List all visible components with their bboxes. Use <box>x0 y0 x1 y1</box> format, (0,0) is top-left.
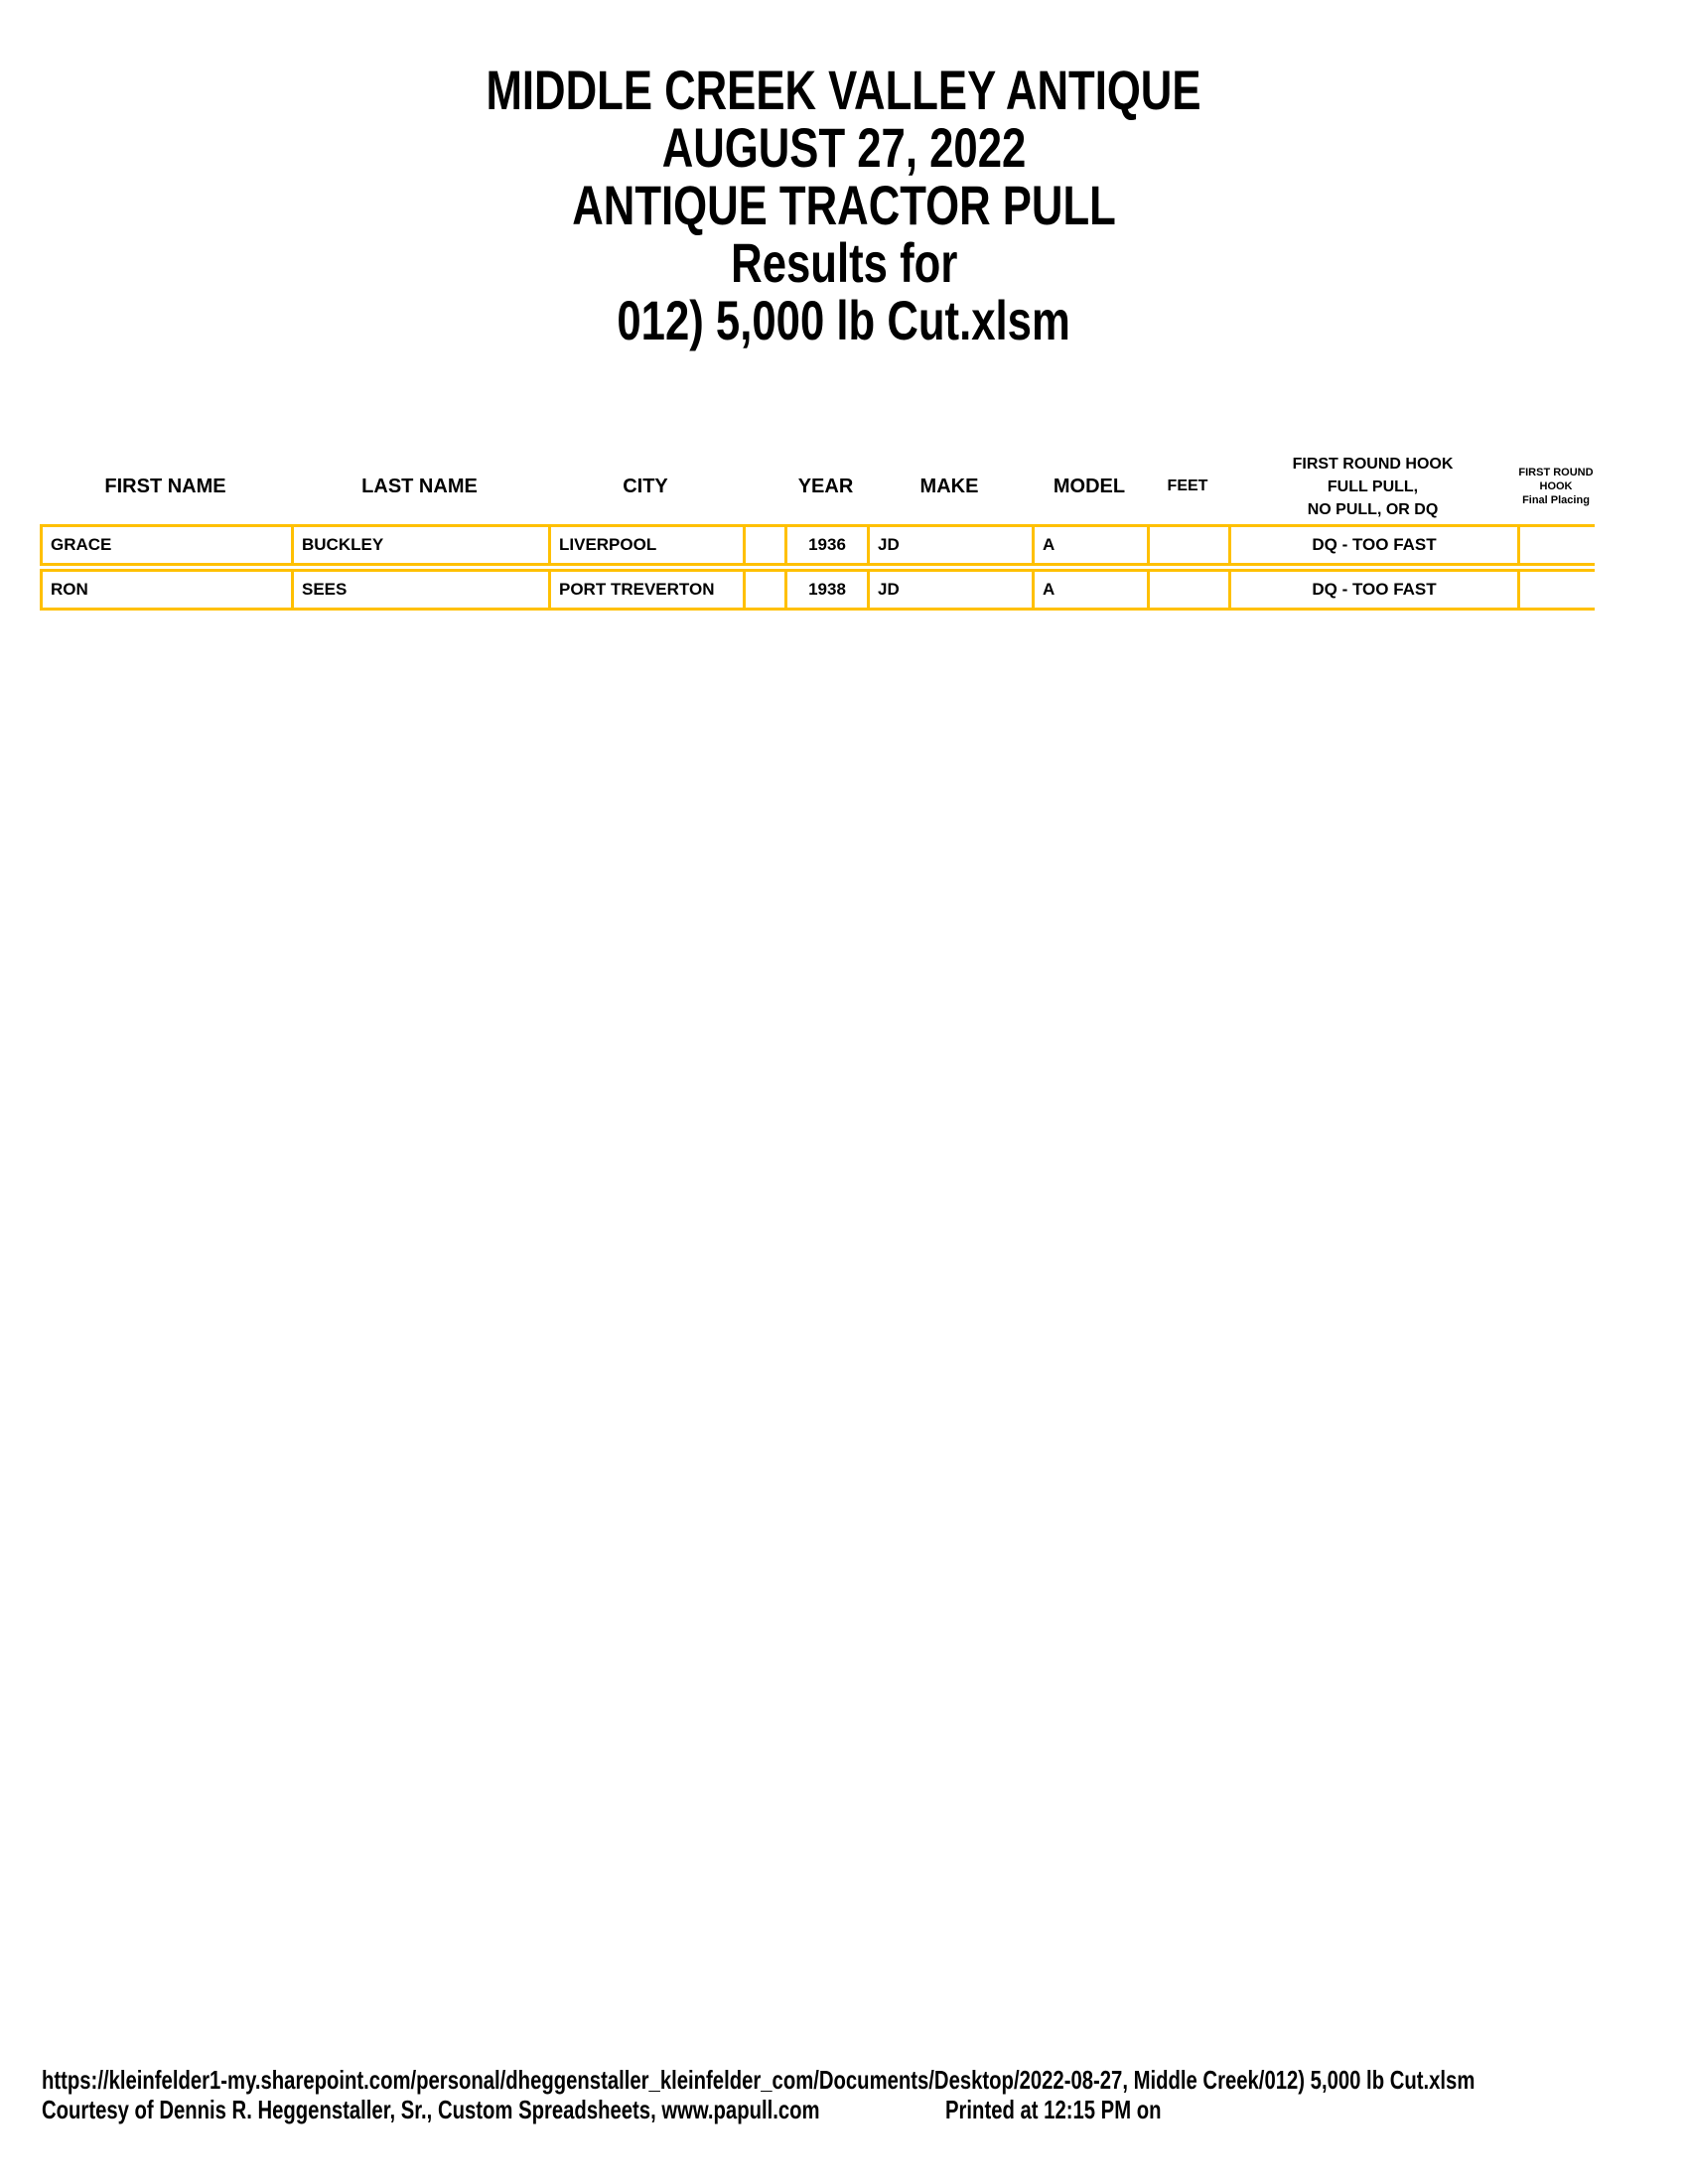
table-row <box>40 569 1595 611</box>
cell-last-name: BUCKLEY <box>294 527 551 563</box>
footer-courtesy-text: Courtesy of Dennis R. Heggenstaller, Sr., Custom Spreadsheets, www.papull.com <box>42 2095 820 2124</box>
results-label-text: Results for <box>730 231 958 294</box>
cell-feet <box>1150 572 1231 608</box>
cell-last-name: SEES <box>294 572 551 608</box>
cell-make: JD <box>870 572 1035 608</box>
footer-printed-timestamp <box>945 2095 1222 2124</box>
cell-make: JD <box>870 527 1035 563</box>
cell-city: LIVERPOOL <box>551 527 746 563</box>
footer-file-url-text: https://kleinfelder1-my.sharepoint.com/personal/dheggenstaller_kleinfelder_com/Documents/Desktop/2022-08-27, Middle Creek/012) 5,000 lb Cut.xlsm <box>42 2065 1476 2095</box>
cell-year: 1936 <box>787 527 870 563</box>
results-filename <box>0 289 1688 351</box>
table-row <box>40 524 1595 566</box>
header-final-line1: FIRST ROUND <box>1518 467 1594 478</box>
results-label <box>0 231 1688 294</box>
cell-model: A <box>1035 527 1150 563</box>
cell-first-name: GRACE <box>43 527 294 563</box>
cell-feet <box>1150 527 1231 563</box>
footer-file-url <box>42 2065 1688 2095</box>
event-type <box>0 174 1688 236</box>
header-final-line2: HOOK <box>1539 480 1573 492</box>
header-final-placing <box>1517 466 1595 507</box>
header-hook-line1: FIRST ROUND HOOK <box>1292 455 1454 473</box>
header-make: MAKE <box>919 476 979 497</box>
cell-city: PORT TREVERTON <box>551 572 746 608</box>
header-hook-line2: FULL PULL, <box>1327 478 1419 495</box>
event-date <box>0 116 1688 179</box>
cell-year: 1938 <box>787 572 870 608</box>
results-filename-text: 012) 5,000 lb Cut.xlsm <box>617 289 1071 351</box>
footer-printed-text: Printed at 12:15 PM on <box>945 2095 1162 2124</box>
cell-final-placing <box>1520 527 1598 563</box>
header-city: CITY <box>623 476 668 497</box>
footer-courtesy-line <box>42 2095 1040 2124</box>
header-model: MODEL <box>1053 476 1126 497</box>
cell-spacer <box>746 527 787 563</box>
header-feet: FEET <box>1167 478 1208 494</box>
cell-first-name: RON <box>43 572 294 608</box>
header-last-name: LAST NAME <box>361 476 478 497</box>
header-year: YEAR <box>797 476 854 497</box>
cell-final-placing <box>1520 572 1598 608</box>
event-title <box>0 59 1688 121</box>
table-header-row <box>40 449 1595 524</box>
cell-model: A <box>1035 572 1150 608</box>
title-block <box>0 59 1688 351</box>
header-first-name: FIRST NAME <box>104 476 226 497</box>
event-title-text: MIDDLE CREEK VALLEY ANTIQUE <box>487 59 1201 121</box>
header-hook-line3: NO PULL, OR DQ <box>1307 500 1439 518</box>
event-date-text: AUGUST 27, 2022 <box>661 116 1027 179</box>
event-type-text: ANTIQUE TRACTOR PULL <box>572 174 1116 236</box>
cell-hook-result: DQ - TOO FAST <box>1231 527 1520 563</box>
header-first-round-hook <box>1228 453 1517 521</box>
cell-hook-result: DQ - TOO FAST <box>1231 572 1520 608</box>
cell-spacer <box>746 572 787 608</box>
header-final-line3: Final Placing <box>1522 494 1590 506</box>
